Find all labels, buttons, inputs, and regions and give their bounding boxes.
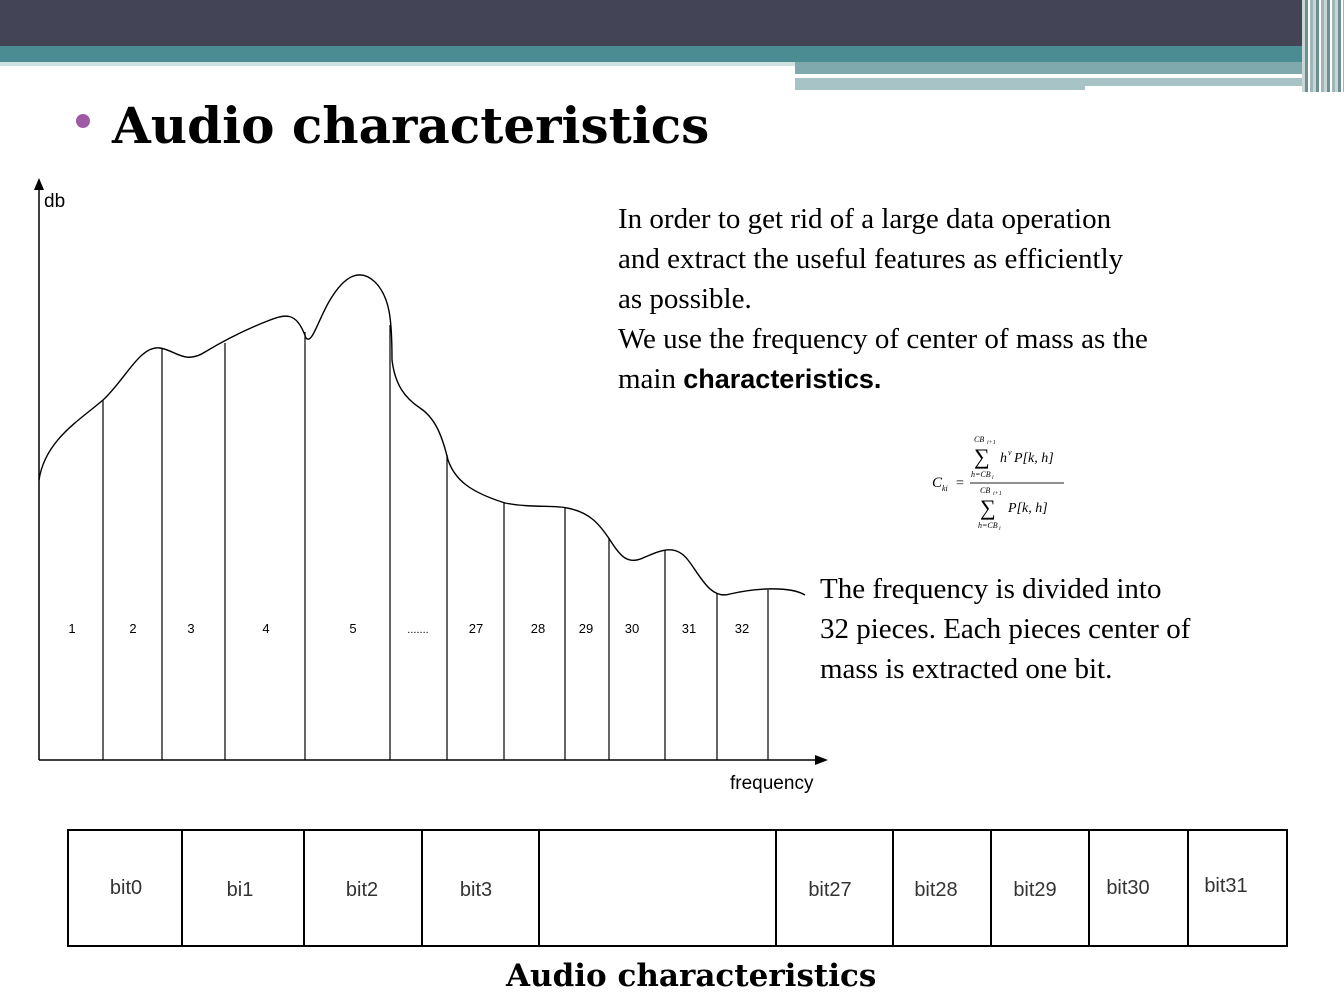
band-label: 30 [624,621,640,636]
formula-num-func: P[k, h] [1014,451,1054,466]
band-label: 28 [530,621,546,636]
intro-line: as possible. [618,283,752,315]
formula-sum-lower-sub: i [992,475,994,481]
bit-table [68,830,1287,946]
slide-title: Audio characteristics [112,96,710,155]
formula-den-lower: h=CB [978,521,998,530]
spectrum-curve [39,275,805,595]
division-line: mass is extracted one bit. [820,653,1113,685]
division-line: 32 pieces. Each pieces center of [820,613,1191,645]
band-label: 27 [468,621,484,636]
intro-line: In order to get rid of a large data operation [618,203,1112,235]
y-axis-arrow-icon [34,178,44,190]
band-label: 32 [734,621,750,636]
bit-cell-label: bit28 [914,879,958,901]
formula-lhs-sub: ki [942,484,948,493]
band-label: 2 [129,621,137,636]
band-label: ....... [407,624,429,636]
svg-text:∑: ∑ [974,444,990,469]
figure-caption: Audio characteristics [506,958,877,994]
formula-lhs: C [932,475,943,491]
band-label: 1 [68,621,76,636]
formula-sum-lower: h=CB [971,470,991,479]
formula-sum-upper: CB [974,435,985,444]
intro-line-prefix: main [618,363,684,395]
formula-den-upper-sub: i+1 [993,491,1002,497]
bit-cell-label: bit31 [1204,875,1248,897]
formula-den-lower-sub: i [999,526,1001,530]
formula-den-func: P[k, h] [1008,501,1048,516]
bit-cell-label: bit27 [808,879,852,901]
band-label: 3 [187,621,195,636]
formula-num-term: h [1000,451,1007,466]
band-label: 29 [578,621,594,636]
x-axis-label: frequency [730,773,814,794]
svg-text:∑: ∑ [980,495,996,520]
y-axis-label: db [44,191,66,212]
bit-cell-label: bit2 [345,879,379,901]
formula-sum-upper-sub: i+1 [987,440,996,446]
bit-cell-label: bit29 [1013,879,1057,901]
band-label: 4 [262,621,270,636]
bit-cell-label: bit30 [1106,877,1150,899]
bit-cell-label: bit3 [459,879,493,901]
division-line: The frequency is divided into [820,573,1162,605]
svg-text:=: = [956,476,964,491]
intro-line: We use the frequency of center of mass as the [618,323,1148,355]
band-dividers [103,325,768,760]
x-axis-arrow-icon [815,755,828,765]
bit-cell-label: bi1 [226,879,254,901]
formula-num-exp: v [1008,448,1012,457]
formula-den-upper: CB [980,486,991,495]
band-label: 31 [681,621,697,636]
intro-bold-word: characteristics. [683,364,882,394]
band-label: 5 [349,621,357,636]
intro-line: and extract the useful features as efficiently [618,243,1124,275]
bit-cell-label: bit0 [109,877,143,899]
